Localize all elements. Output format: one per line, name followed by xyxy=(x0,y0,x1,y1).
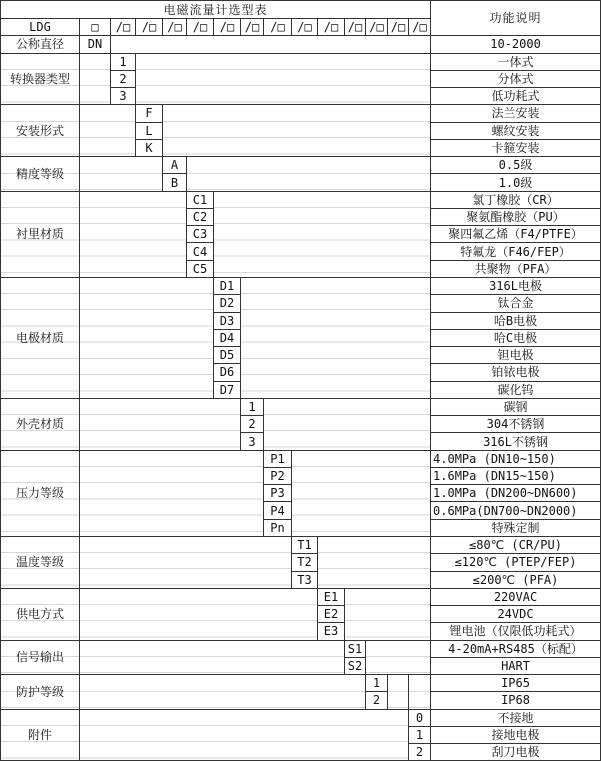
sheet-title: 电磁流量计选型表 xyxy=(1,1,431,19)
option-description: 钽电极 xyxy=(431,347,601,364)
filler-cell xyxy=(80,157,163,192)
filler-cell xyxy=(80,709,409,761)
group-label: 衬里材质 xyxy=(1,191,80,277)
model-code-slot: /□ xyxy=(264,19,292,36)
option-code: K xyxy=(136,139,163,156)
option-description: 4.0MPa (DN10~150) xyxy=(431,450,601,467)
option-description: 哈B电极 xyxy=(431,312,601,329)
option-description: 304不锈钢 xyxy=(431,416,601,433)
option-description: 接地电极 xyxy=(431,726,601,743)
model-code-slot: /□ xyxy=(292,19,318,36)
option-description: 钛合金 xyxy=(431,295,601,312)
option-description: 卡箍安装 xyxy=(431,139,601,156)
filler-cell xyxy=(80,675,366,710)
option-code: L xyxy=(136,122,163,139)
option-description: 24VDC xyxy=(431,606,601,623)
option-code: C3 xyxy=(187,226,214,243)
option-code: 1 xyxy=(241,398,264,415)
option-code: 2 xyxy=(241,416,264,433)
option-code: 0 xyxy=(409,709,431,726)
filler-cell xyxy=(80,640,345,675)
option-code: C4 xyxy=(187,243,214,260)
filler-cell xyxy=(241,277,431,398)
option-description: 分体式 xyxy=(431,70,601,87)
option-code: T1 xyxy=(292,536,318,553)
filler-cell xyxy=(80,588,318,640)
option-description: 碳化钨 xyxy=(431,381,601,398)
filler-cell xyxy=(80,450,264,536)
option-description: 聚氨酯橡胶（PU） xyxy=(431,208,601,225)
option-code: C1 xyxy=(187,191,214,208)
option-code: C2 xyxy=(187,208,214,225)
option-description: 1.0级 xyxy=(431,174,601,191)
option-code: D2 xyxy=(214,295,241,312)
group-label: 温度等级 xyxy=(1,536,80,588)
option-code: D5 xyxy=(214,347,241,364)
model-code-slot: /□ xyxy=(111,19,136,36)
model-code-slot: /□ xyxy=(163,19,187,36)
option-code: T3 xyxy=(292,571,318,588)
option-code: D6 xyxy=(214,364,241,381)
filler-cell xyxy=(80,277,214,398)
option-description: 低功耗式 xyxy=(431,88,601,105)
option-description: 0.5级 xyxy=(431,157,601,174)
option-description: 316L不锈钢 xyxy=(431,433,601,450)
option-description: 4-20mA+RS485（标配） xyxy=(431,640,601,657)
option-description: 1.0MPa (DN200~DN600) xyxy=(431,485,601,502)
option-description: 法兰安装 xyxy=(431,105,601,122)
option-code: 2 xyxy=(366,692,388,709)
option-description: ≤80℃ (CR/PU) xyxy=(431,536,601,553)
option-code: E2 xyxy=(318,606,345,623)
group-label: 压力等级 xyxy=(1,450,80,536)
model-code-slot: /□ xyxy=(241,19,264,36)
option-description: 不接地 xyxy=(431,709,601,726)
dn-label: 公称直径 xyxy=(1,36,80,53)
option-code: 3 xyxy=(241,433,264,450)
filler-cell xyxy=(80,398,241,450)
filler-cell xyxy=(366,640,431,675)
model-code-slot: /□ xyxy=(214,19,241,36)
group-label: 转换器类型 xyxy=(1,53,80,105)
function-column-header: 功能说明 xyxy=(431,1,601,36)
option-code: D1 xyxy=(214,277,241,294)
option-description: 一体式 xyxy=(431,53,601,70)
option-code: 3 xyxy=(111,88,136,105)
group-label: 附件 xyxy=(1,709,80,761)
filler-cell xyxy=(111,36,431,53)
model-code-slot: /□ xyxy=(187,19,214,36)
option-description: 聚四氟乙烯（F4/PTFE） xyxy=(431,226,601,243)
option-description: 特殊定制 xyxy=(431,519,601,536)
filler-cell xyxy=(345,588,431,640)
filler-cell xyxy=(388,675,409,710)
option-description: HART xyxy=(431,657,601,674)
option-code: D4 xyxy=(214,329,241,346)
model-code-slot: /□ xyxy=(136,19,163,36)
option-description: IP68 xyxy=(431,692,601,709)
filler-cell xyxy=(318,536,431,588)
model-code-slot: /□ xyxy=(388,19,409,36)
option-code: S2 xyxy=(345,657,366,674)
option-code: D3 xyxy=(214,312,241,329)
option-code: D7 xyxy=(214,381,241,398)
option-code: S1 xyxy=(345,640,366,657)
option-description: 刮刀电极 xyxy=(431,744,601,761)
option-code: 2 xyxy=(111,70,136,87)
option-description: 特氟龙（F46/FEP） xyxy=(431,243,601,260)
option-code: E1 xyxy=(318,588,345,605)
group-label: 安装形式 xyxy=(1,105,80,157)
option-code: 2 xyxy=(409,744,431,761)
option-code: P4 xyxy=(264,502,292,519)
option-code: T2 xyxy=(292,554,318,571)
option-description: ≤200℃ (PFA) xyxy=(431,571,601,588)
filler-cell xyxy=(80,53,111,105)
dn-code: DN xyxy=(80,36,111,53)
filler-cell xyxy=(409,675,431,710)
filler-cell xyxy=(80,191,187,277)
model-code-box: □ xyxy=(80,19,111,36)
option-description: 共聚物（PFA） xyxy=(431,260,601,277)
option-description: 氯丁橡胶（CR） xyxy=(431,191,601,208)
group-label: 信号输出 xyxy=(1,640,80,675)
filler-cell xyxy=(163,105,431,157)
group-label: 电极材质 xyxy=(1,277,80,398)
filler-cell xyxy=(292,450,431,536)
model-code-slot: /□ xyxy=(318,19,345,36)
model-code-slot: /□ xyxy=(345,19,366,36)
option-code: Pn xyxy=(264,519,292,536)
option-description: 1.6MPa (DN15~150) xyxy=(431,467,601,484)
option-description: IP65 xyxy=(431,675,601,692)
option-description: 哈C电极 xyxy=(431,329,601,346)
option-code: P3 xyxy=(264,485,292,502)
option-description: 锂电池（仅限低功耗式） xyxy=(431,623,601,640)
option-description: 螺纹安装 xyxy=(431,122,601,139)
option-description: ≤120℃ (PTEP/FEP) xyxy=(431,554,601,571)
option-description: 0.6MPa(DN700~DN2000) xyxy=(431,502,601,519)
filler-cell xyxy=(80,105,136,157)
group-label: 供电方式 xyxy=(1,588,80,640)
option-code: 1 xyxy=(111,53,136,70)
option-description: 316L电极 xyxy=(431,277,601,294)
option-code: B xyxy=(163,174,187,191)
model-prefix: LDG xyxy=(1,19,80,36)
group-label: 防护等级 xyxy=(1,675,80,710)
group-label: 外壳材质 xyxy=(1,398,80,450)
option-code: F xyxy=(136,105,163,122)
filler-cell xyxy=(80,536,292,588)
option-code: P2 xyxy=(264,467,292,484)
option-code: 1 xyxy=(409,726,431,743)
option-code: 1 xyxy=(366,675,388,692)
filler-cell xyxy=(214,191,431,277)
filler-cell xyxy=(136,53,431,105)
model-code-slot: /□ xyxy=(366,19,388,36)
option-code: E3 xyxy=(318,623,345,640)
option-description: 碳钢 xyxy=(431,398,601,415)
filler-cell xyxy=(264,398,431,450)
option-code: A xyxy=(163,157,187,174)
filler-cell xyxy=(187,157,431,192)
option-code: P1 xyxy=(264,450,292,467)
option-code: C5 xyxy=(187,260,214,277)
option-description: 220VAC xyxy=(431,588,601,605)
option-description: 铂铱电极 xyxy=(431,364,601,381)
dn-function-value: 10-2000 xyxy=(431,36,601,53)
group-label: 精度等级 xyxy=(1,157,80,192)
model-code-slot: /□ xyxy=(409,19,431,36)
